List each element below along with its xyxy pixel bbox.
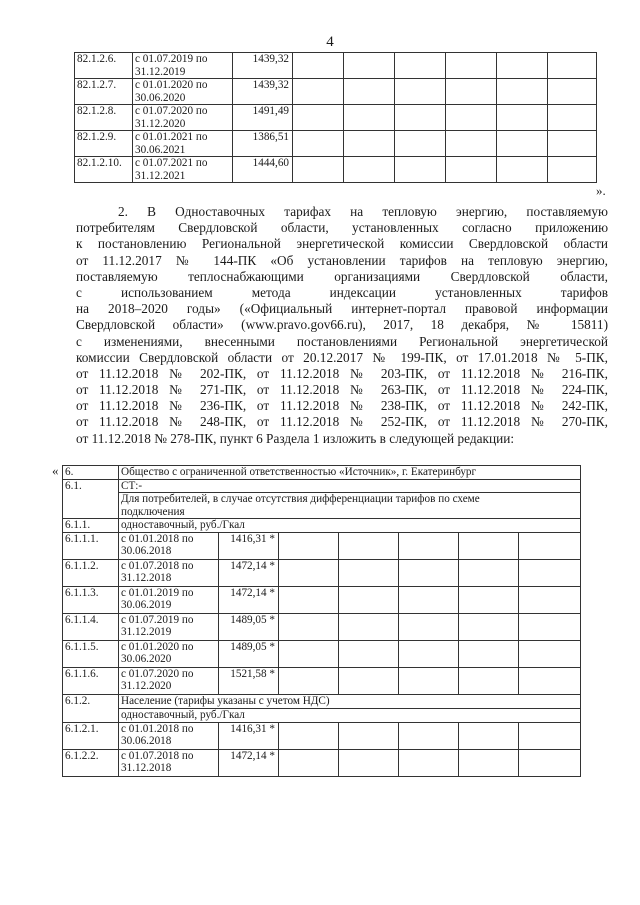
tariff-value: 1416,31 * — [219, 532, 279, 559]
period-start: с 01.01.2019 по — [121, 586, 194, 599]
row-period — [119, 722, 219, 749]
empty-cell — [399, 586, 459, 613]
period-end: 30.06.2020 — [121, 653, 172, 665]
row-period — [119, 640, 219, 667]
empty-cell — [293, 79, 344, 105]
table-row — [63, 559, 581, 586]
empty-cell — [519, 613, 581, 640]
row-period — [133, 131, 233, 157]
empty-cell — [446, 105, 497, 131]
table-row — [75, 131, 597, 157]
row-period — [119, 749, 219, 776]
empty-cell — [497, 105, 548, 131]
empty-cell — [339, 532, 399, 559]
empty-cell — [548, 157, 597, 183]
period-start: с 01.07.2019 по — [135, 53, 208, 65]
row-code: 82.1.2.6. — [75, 53, 133, 79]
paragraph-line: от 11.12.2018 № 271-ПК, от 11.12.2018 № 263-ПК, от 11.12.2018 № 224-ПК, — [76, 382, 608, 398]
empty-cell — [446, 131, 497, 157]
empty-cell — [519, 640, 581, 667]
empty-cell — [279, 559, 339, 586]
empty-cell — [459, 722, 519, 749]
empty-cell — [395, 157, 446, 183]
empty-cell — [344, 53, 395, 79]
table-row — [63, 479, 581, 493]
row-code: 6. — [63, 466, 119, 480]
row-label: одноставочный, руб./Гкал — [119, 708, 581, 722]
empty-cell — [399, 532, 459, 559]
empty-cell — [395, 105, 446, 131]
row-label: Население (тарифы указаны с учетом НДС) — [119, 694, 581, 708]
period-end: 30.06.2020 — [135, 91, 186, 104]
empty-cell — [339, 722, 399, 749]
paragraph-line: поставляемую теплоснабжающими организациями Свердловской области, — [76, 268, 608, 284]
row-period — [119, 586, 219, 613]
period-end: 30.06.2021 — [135, 143, 186, 156]
note-line: Для потребителей, в случае отсутствия дифференциации тарифов по схеме — [121, 493, 480, 505]
empty-cell — [293, 105, 344, 131]
tariff-value: 1444,60 — [233, 157, 293, 183]
row-code: 6.1.2. — [63, 694, 119, 722]
empty-cell — [293, 131, 344, 157]
row-note — [119, 493, 581, 519]
tariff-value: 1489,05 * — [219, 640, 279, 667]
empty-cell — [279, 722, 339, 749]
row-code: 82.1.2.9. — [75, 131, 133, 157]
table-row — [63, 493, 581, 519]
table-row — [63, 749, 581, 776]
empty-cell — [446, 157, 497, 183]
table-row — [63, 640, 581, 667]
empty-cell — [497, 53, 548, 79]
empty-cell — [279, 667, 339, 694]
row-code: 6.1.1.5. — [63, 640, 119, 667]
empty-cell — [399, 613, 459, 640]
empty-cell — [395, 53, 446, 79]
paragraph-line: от 11.12.2018 № 248-ПК, от 11.12.2018 № 252-ПК, от 11.12.2018 № 270-ПК, — [76, 414, 608, 430]
period-start: с 01.07.2021 по — [135, 157, 208, 169]
empty-cell — [519, 559, 581, 586]
table-row — [63, 613, 581, 640]
empty-cell — [399, 722, 459, 749]
row-period — [119, 559, 219, 586]
period-start: с 01.07.2018 по — [121, 559, 194, 572]
tariff-value: 1472,14 * — [219, 749, 279, 776]
period-start: с 01.07.2020 по — [121, 667, 194, 680]
period-end: 30.06.2019 — [121, 599, 172, 611]
paragraph-line: от 11.12.2018 № 236-ПК, от 11.12.2018 № 238-ПК, от 11.12.2018 № 242-ПК, — [76, 398, 608, 414]
opening-quote-mark: « — [52, 463, 59, 478]
empty-cell — [497, 157, 548, 183]
empty-cell — [399, 667, 459, 694]
period-end: 31.12.2020 — [135, 117, 186, 130]
period-end: 30.06.2018 — [121, 735, 172, 747]
empty-cell — [339, 559, 399, 586]
period-end: 31.12.2018 — [121, 572, 172, 584]
tariff-value: 1439,32 — [233, 53, 293, 79]
empty-cell — [279, 749, 339, 776]
organization-name: Общество с ограниченной ответственностью «Источник», г. Екатеринбург — [119, 466, 581, 480]
bottom-tariff-table — [62, 465, 581, 777]
tariff-value: 1472,14 * — [219, 586, 279, 613]
paragraph-line: Свердловской области» (www.pravo.gov66.ru), 2017, 18 декабря, № 15811) — [76, 317, 608, 333]
table-row — [63, 667, 581, 694]
row-code: 6.1.2.1. — [63, 722, 119, 749]
empty-cell — [279, 532, 339, 559]
table-row — [63, 532, 581, 559]
empty-cell — [459, 586, 519, 613]
table-row — [63, 466, 581, 480]
table-row — [63, 586, 581, 613]
period-end: 31.12.2019 — [135, 65, 186, 78]
empty-cell — [548, 79, 597, 105]
empty-cell — [446, 53, 497, 79]
empty-cell — [519, 749, 581, 776]
empty-cell — [279, 613, 339, 640]
paragraph-line: с использованием метода индексации установленных тарифов — [76, 284, 608, 300]
empty-cell — [519, 722, 581, 749]
empty-cell — [459, 559, 519, 586]
table-row — [75, 53, 597, 79]
tariff-value: 1416,31 * — [219, 722, 279, 749]
page-number: 4 — [326, 34, 334, 50]
empty-cell — [399, 640, 459, 667]
empty-cell — [459, 749, 519, 776]
row-code: 82.1.2.7. — [75, 79, 133, 105]
empty-cell — [339, 586, 399, 613]
table-row — [75, 157, 597, 183]
empty-cell — [459, 640, 519, 667]
row-period — [119, 667, 219, 694]
row-code: 6.1.1.1. — [63, 532, 119, 559]
empty-cell — [339, 613, 399, 640]
empty-cell — [395, 131, 446, 157]
period-start: с 01.01.2018 по — [121, 532, 194, 545]
paragraph-line: от 11.12.2018 № 278-ПК, пункт 6 Раздела 1 изложить в следующей редакции: — [76, 430, 515, 446]
empty-cell — [395, 79, 446, 105]
empty-cell — [293, 157, 344, 183]
period-start: с 01.01.2020 по — [135, 79, 208, 91]
row-period — [133, 53, 233, 79]
period-start: с 01.07.2020 по — [135, 105, 208, 117]
period-start: с 01.07.2018 по — [121, 749, 194, 762]
table-row — [63, 694, 581, 708]
period-end: 31.12.2018 — [121, 762, 172, 774]
row-period — [133, 105, 233, 131]
table-row — [63, 708, 581, 722]
row-period — [119, 532, 219, 559]
empty-cell — [339, 667, 399, 694]
row-code: 6.1.2.2. — [63, 749, 119, 776]
paragraph-line: комиссии Свердловской области от 20.12.2017 № 199-ПК, от 17.01.2018 № 5-ПК, — [76, 349, 608, 365]
tariff-value: 1386,51 — [233, 131, 293, 157]
amendment-paragraph — [76, 204, 608, 447]
empty-cell — [548, 53, 597, 79]
row-period — [133, 157, 233, 183]
table-row — [75, 79, 597, 105]
empty-cell — [519, 532, 581, 559]
empty-cell — [279, 640, 339, 667]
closing-quote-mark: ». — [596, 183, 606, 198]
empty-cell — [519, 586, 581, 613]
row-code: 6.1.1.6. — [63, 667, 119, 694]
empty-cell — [446, 79, 497, 105]
paragraph-line: с изменениями, внесенными постановлениями Региональной энергетической — [76, 333, 608, 349]
period-start: с 01.01.2018 по — [121, 722, 194, 735]
tariff-value: 1439,32 — [233, 79, 293, 105]
row-period — [133, 79, 233, 105]
paragraph-line: к постановлению Региональной энергетической комиссии Свердловской области — [76, 236, 608, 252]
row-code: 6.1.1. — [63, 519, 119, 533]
table-row — [63, 519, 581, 533]
tariff-value: 1472,14 * — [219, 559, 279, 586]
empty-cell — [519, 667, 581, 694]
empty-cell — [459, 532, 519, 559]
empty-cell — [459, 613, 519, 640]
empty-cell — [497, 79, 548, 105]
table-row — [75, 105, 597, 131]
empty-cell — [399, 559, 459, 586]
paragraph-line: от 11.12.2018 № 202-ПК, от 11.12.2018 № 203-ПК, от 11.12.2018 № 216-ПК, — [76, 365, 608, 381]
empty-cell — [279, 586, 339, 613]
tariff-value: 1521,58 * — [219, 667, 279, 694]
empty-cell — [344, 79, 395, 105]
empty-cell — [293, 53, 344, 79]
row-code: 82.1.2.8. — [75, 105, 133, 131]
period-end: 30.06.2018 — [121, 545, 172, 557]
period-start: с 01.01.2021 по — [135, 131, 208, 143]
row-period — [119, 613, 219, 640]
row-code: 6.1.1.4. — [63, 613, 119, 640]
row-label: СТ:- — [119, 479, 581, 493]
note-line: подключения — [121, 505, 185, 518]
row-label: одноставочный, руб./Гкал — [119, 519, 581, 533]
row-code: 82.1.2.10. — [75, 157, 133, 183]
top-tariff-table — [74, 52, 597, 183]
paragraph-line: 2. В Одноставочных тарифах на тепловую энергию, поставляемую — [118, 204, 608, 219]
period-start: с 01.01.2020 по — [121, 640, 194, 653]
empty-cell — [344, 105, 395, 131]
table-row — [63, 722, 581, 749]
empty-cell — [339, 749, 399, 776]
row-code: 6.1.1.3. — [63, 586, 119, 613]
paragraph-line: на 2018–2020 годы» («Официальный интернет-портал правовой информации — [76, 301, 608, 317]
empty-cell — [399, 749, 459, 776]
tariff-value: 1491,49 — [233, 105, 293, 131]
period-end: 31.12.2020 — [121, 680, 172, 692]
period-end: 31.12.2019 — [121, 626, 172, 638]
row-code: 6.1.1.2. — [63, 559, 119, 586]
empty-cell — [344, 157, 395, 183]
tariff-value: 1489,05 * — [219, 613, 279, 640]
paragraph-line: от 11.12.2017 № 144-ПК «Об установлении тарифов на тепловую энергию, — [76, 252, 608, 268]
empty-cell — [339, 640, 399, 667]
empty-cell — [548, 105, 597, 131]
period-start: с 01.07.2019 по — [121, 613, 194, 626]
empty-cell — [548, 131, 597, 157]
empty-cell — [344, 131, 395, 157]
empty-cell — [459, 667, 519, 694]
empty-cell — [497, 131, 548, 157]
row-code: 6.1. — [63, 479, 119, 519]
period-end: 31.12.2021 — [135, 169, 186, 182]
paragraph-line: потребителям Свердловской области, установленных согласно приложению — [76, 220, 608, 236]
